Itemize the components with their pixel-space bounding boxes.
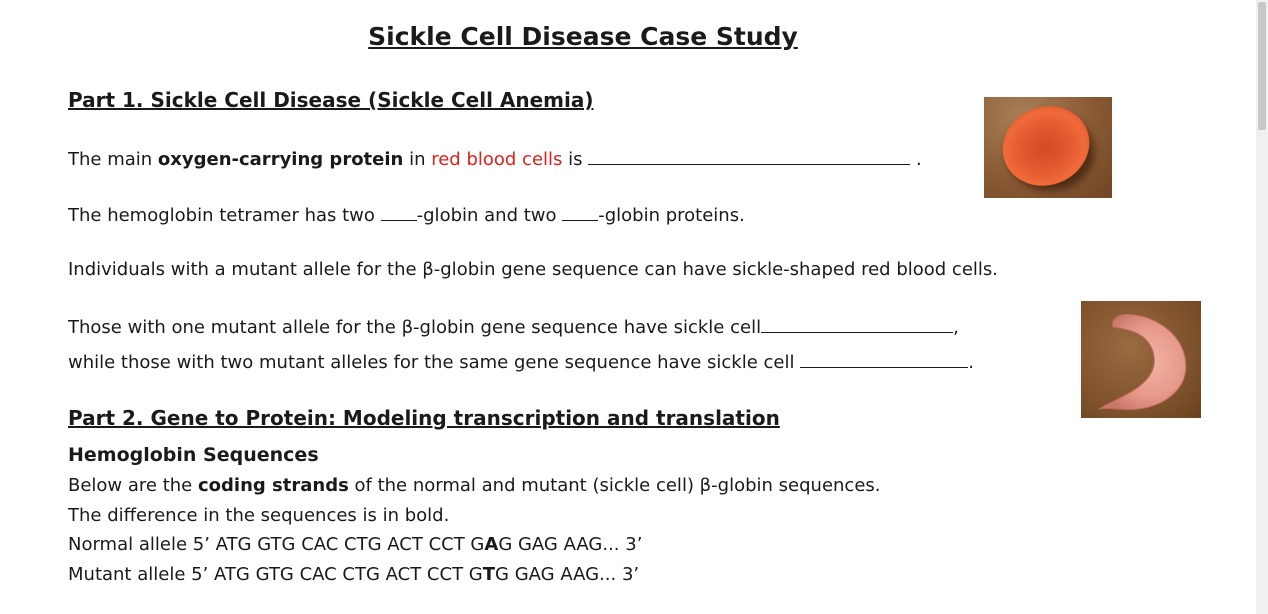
q4-end: , (953, 317, 959, 338)
answer-blank-4[interactable] (761, 313, 953, 333)
answer-blank-2[interactable] (381, 201, 417, 221)
normal-red-blood-cell-image (984, 97, 1112, 198)
q5-text: while those with two mutant alleles for the same gene sequence have sickle cell (68, 352, 801, 373)
part1-heading: Part 1. Sickle Cell Disease (Sickle Cell Anemia) (68, 88, 594, 112)
mutant-allele-sequence (68, 562, 639, 588)
normal-seq-pre: Normal allele 5’ ATG GTG CAC CTG ACT CCT G (68, 534, 485, 555)
normal-seq-post: G GAG AAG... 3’ (498, 534, 643, 555)
mutant-seq-pre: Mutant allele 5’ ATG GTG CAC CTG ACT CCT G (68, 564, 483, 585)
normal-seq-bold: A (484, 534, 499, 555)
sickle-cell-image (1081, 301, 1201, 418)
rbc-cell (991, 97, 1102, 198)
question-hemoglobin (68, 145, 922, 173)
intro-b: of the normal and mutant (sickle cell) β-globin sequences. (348, 475, 881, 496)
sickle-cell-shape (1081, 301, 1201, 418)
answer-blank-5[interactable] (800, 348, 968, 368)
q1-prefix: The main (68, 149, 158, 170)
coding-strands-intro (68, 473, 881, 499)
intro-a: Below are the (68, 475, 198, 496)
q2-part-a: The hemoglobin tetramer has two (68, 205, 381, 226)
q1-bold: oxygen-carrying protein (157, 149, 404, 170)
q1-red-text: red blood cells (431, 149, 563, 170)
question-one-allele (68, 313, 959, 341)
mutant-seq-bold: T (482, 564, 496, 585)
q4-text: Those with one mutant allele for the β-globin gene sequence have sickle cell (68, 317, 762, 338)
scrollbar-thumb[interactable] (1258, 2, 1266, 130)
q1-suffix: is (562, 149, 589, 170)
q1-mid: in (403, 149, 432, 170)
q2-part-c: -globin proteins. (598, 205, 745, 226)
mutant-seq-post: G GAG AAG... 3’ (495, 564, 640, 585)
q1-end: . (910, 149, 922, 170)
normal-allele-sequence (68, 532, 642, 558)
statement-mutant-allele: Individuals with a mutant allele for the β-globin gene sequence can have sickle-shaped red blood cells. (68, 259, 998, 280)
part2-heading: Part 2. Gene to Protein: Modeling transcription and translation (68, 406, 780, 430)
sequences-subheading: Hemoglobin Sequences (68, 444, 319, 466)
intro-bold: coding strands (197, 475, 349, 496)
answer-blank-3[interactable] (562, 201, 598, 221)
q5-end: . (968, 352, 974, 373)
q2-part-b: -globin and two (416, 205, 563, 226)
question-tetramer (68, 201, 745, 229)
question-two-alleles (68, 348, 974, 376)
page-title: Sickle Cell Disease Case Study (368, 22, 798, 51)
vertical-scrollbar[interactable] (1256, 0, 1268, 614)
difference-note: The difference in the sequences is in bold. (68, 505, 450, 526)
answer-blank-1[interactable] (588, 145, 910, 165)
